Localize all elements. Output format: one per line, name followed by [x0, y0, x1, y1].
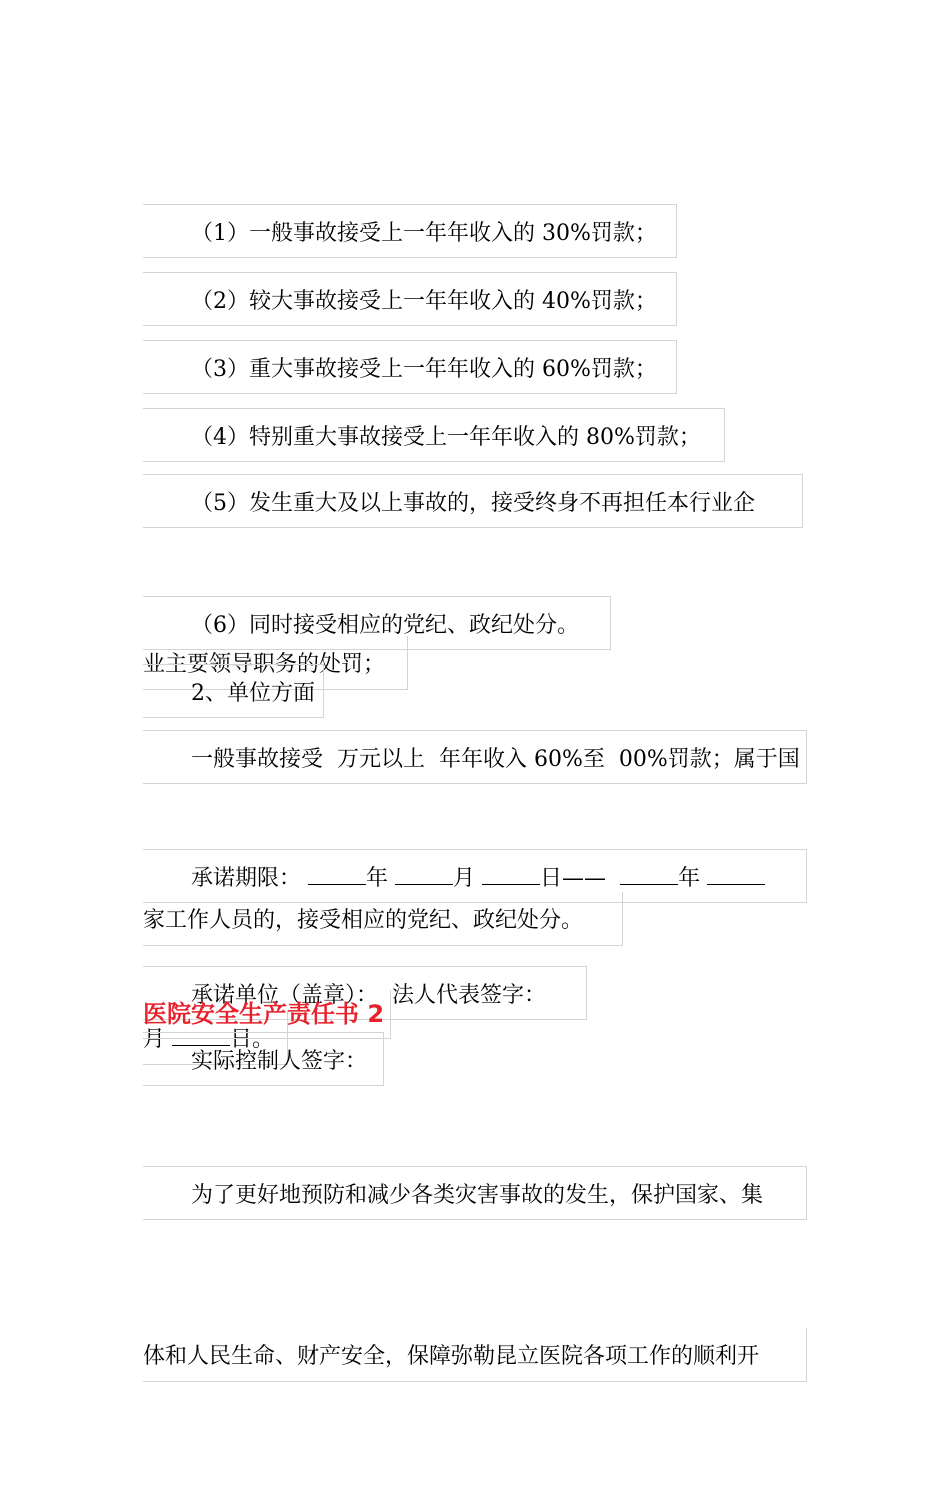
penalty-line: （5）发生重大及以上事故的，接受终身不再担任本行业企	[143, 474, 803, 528]
penalty-line: （1）一般事故接受上一年年收入的 30%罚款；	[143, 204, 677, 258]
penalty-line: （3）重大事故接受上一年年收入的 60%罚款；	[143, 340, 677, 394]
penalty-line: （6）同时接受相应的党纪、政纪处分。	[143, 596, 611, 650]
year-unit: 年	[366, 866, 389, 891]
month-blank-2[interactable]	[707, 866, 765, 885]
penalty-line: 业主要领导职务的处罚；	[143, 636, 408, 690]
intro-paragraph	[143, 1058, 807, 1490]
text-line: 一般事故接受 万元以上 年年收入 60%至 00%罚款；属于国	[143, 730, 807, 784]
section-title: 医院安全生产责任书 2	[143, 990, 391, 1039]
day-unit: 日——	[540, 866, 607, 891]
term-label: 承诺期限：	[191, 866, 302, 891]
penalty-line: （2）较大事故接受上一年年收入的 40%罚款；	[143, 272, 677, 326]
penalty-line: （4）特别重大事故接受上一年年收入的 80%罚款；	[143, 408, 725, 462]
text-line: 体和人民生命、财产安全，保障弥勒昆立医院各项工作的顺利开	[143, 1328, 807, 1382]
text-line: 为了更好地预防和减少各类灾害事故的发生，保护国家、集	[143, 1166, 807, 1220]
sign-unit-text: 承诺单位（盖章）： 法人代表签字：	[143, 966, 587, 1020]
day-unit-2: 日。	[230, 1027, 275, 1052]
year-unit-2: 年	[678, 866, 701, 891]
year-blank-2[interactable]	[620, 866, 678, 885]
text-line: 家工作人员的，接受相应的党纪、政纪处分。	[143, 892, 623, 946]
month-unit-2: 月	[143, 1027, 166, 1052]
month-unit: 月	[453, 866, 476, 891]
sign-controller-text: 实际控制人签字：	[143, 1032, 384, 1086]
unit-heading-text: 2、单位方面	[143, 664, 324, 718]
